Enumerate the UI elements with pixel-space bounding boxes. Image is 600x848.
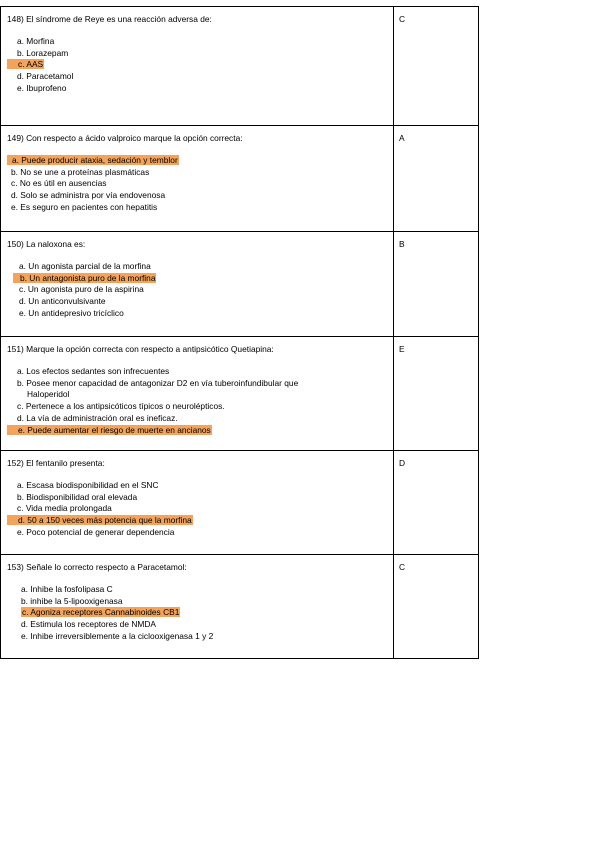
- option-b: b. Lorazepam: [17, 47, 69, 58]
- answer-cell: E: [399, 344, 405, 354]
- option-a: a. Escasa biodisponibilidad en el SNC: [17, 479, 159, 490]
- quiz-table: [0, 6, 479, 659]
- option-c: c. Pertenece a los antipsicóticos típicos o neurolépticos.: [17, 401, 225, 412]
- option-b: b. inhibe la 5-lipooxigenasa: [21, 595, 123, 606]
- question-cell: [1, 232, 394, 336]
- options-list: [21, 584, 387, 643]
- option-c: c. No es útil en ausencias: [11, 178, 107, 189]
- option-d: d. Un anticonvulsivante: [19, 296, 106, 307]
- option-a-highlighted: a. Puede producir ataxia, sedación y temblor: [7, 155, 179, 167]
- answer-cell: D: [399, 458, 406, 468]
- option-d: d. Paracetamol: [17, 71, 74, 82]
- options-list: [17, 480, 387, 539]
- options-list: [19, 261, 387, 320]
- question-cell: [1, 126, 394, 231]
- option-a: a. Morfina: [17, 35, 55, 46]
- option-b: b. No se une a proteínas plasmáticas: [11, 166, 150, 177]
- option-a: a. Un agonista parcial de la morfina: [19, 260, 151, 271]
- option-a: a. Inhibe la fosfolipasa C: [21, 583, 113, 594]
- option-c: c. Un agonista puro de la aspirina: [19, 284, 144, 295]
- question-cell: [1, 451, 394, 554]
- answer-cell: A: [399, 133, 405, 143]
- question-row-152: [0, 451, 479, 555]
- options-list: [11, 155, 387, 214]
- option-e: e. Es seguro en pacientes con hepatitis: [11, 201, 158, 212]
- option-d: d. La vía de administración oral es ineficaz.: [17, 412, 178, 423]
- option-e: e. Inhibe irreversiblemente a la ciclooxigenasa 1 y 2: [21, 630, 214, 641]
- option-b: b. Posee menor capacidad de antagonizar D2 en vía tuberoinfundibular que Haloperidol: [17, 378, 387, 402]
- question-row-151: [0, 337, 479, 451]
- answer-cell: C: [399, 14, 406, 24]
- question-cell: [1, 555, 394, 658]
- options-list: [17, 366, 387, 437]
- option-c-highlighted: c. AAS: [7, 59, 44, 71]
- question-row-150: [0, 232, 479, 337]
- question-text: 153) Señale lo correcto respecto a Paracetamol:: [7, 562, 187, 572]
- question-row-153: [0, 555, 479, 659]
- option-c: c. Vida media prolongada: [17, 503, 112, 514]
- option-b: b. Biodisponibilidad oral elevada: [17, 491, 138, 502]
- option-b-continuation: Haloperidol: [27, 389, 70, 400]
- question-row-149: [0, 126, 479, 232]
- question-cell: [1, 7, 394, 125]
- option-e-highlighted: e. Puede aumentar el riesgo de muerte en ancianos: [7, 425, 212, 437]
- option-d: d. Estimula los receptores de NMDA: [21, 619, 156, 630]
- option-e: e. Un antidepresivo tricíclico: [19, 307, 124, 318]
- option-e: e. Poco potencial de generar dependencia: [17, 526, 175, 537]
- question-text: 151) Marque la opción correcta con respecto a antipsicótico Quetiapina:: [7, 344, 274, 354]
- option-c-highlighted: c. Agoniza receptores Cannabinoides CB1: [22, 607, 180, 618]
- answer-cell: C: [399, 562, 406, 572]
- option-d-highlighted: d. 50 a 150 veces más potencia que la morfina: [7, 515, 193, 527]
- question-text: 150) La naloxona es:: [7, 239, 86, 249]
- options-list: [17, 36, 387, 95]
- question-row-148: [0, 6, 479, 126]
- option-d: d. Solo se administra por vía endovenosa: [11, 190, 166, 201]
- question-text: 152) El fentanilo presenta:: [7, 458, 105, 468]
- answer-cell: B: [399, 239, 405, 249]
- option-e: e. Ibuprofeno: [17, 82, 67, 93]
- question-cell: [1, 337, 394, 450]
- question-text: 149) Con respecto a ácido valproico marque la opción correcta:: [7, 133, 243, 143]
- question-text: 148) El síndrome de Reye es una reacción adversa de:: [7, 14, 212, 24]
- option-b-highlighted: b. Un antagonista puro de la morfina: [13, 273, 156, 285]
- option-a: a. Los efectos sedantes son infrecuentes: [17, 365, 170, 376]
